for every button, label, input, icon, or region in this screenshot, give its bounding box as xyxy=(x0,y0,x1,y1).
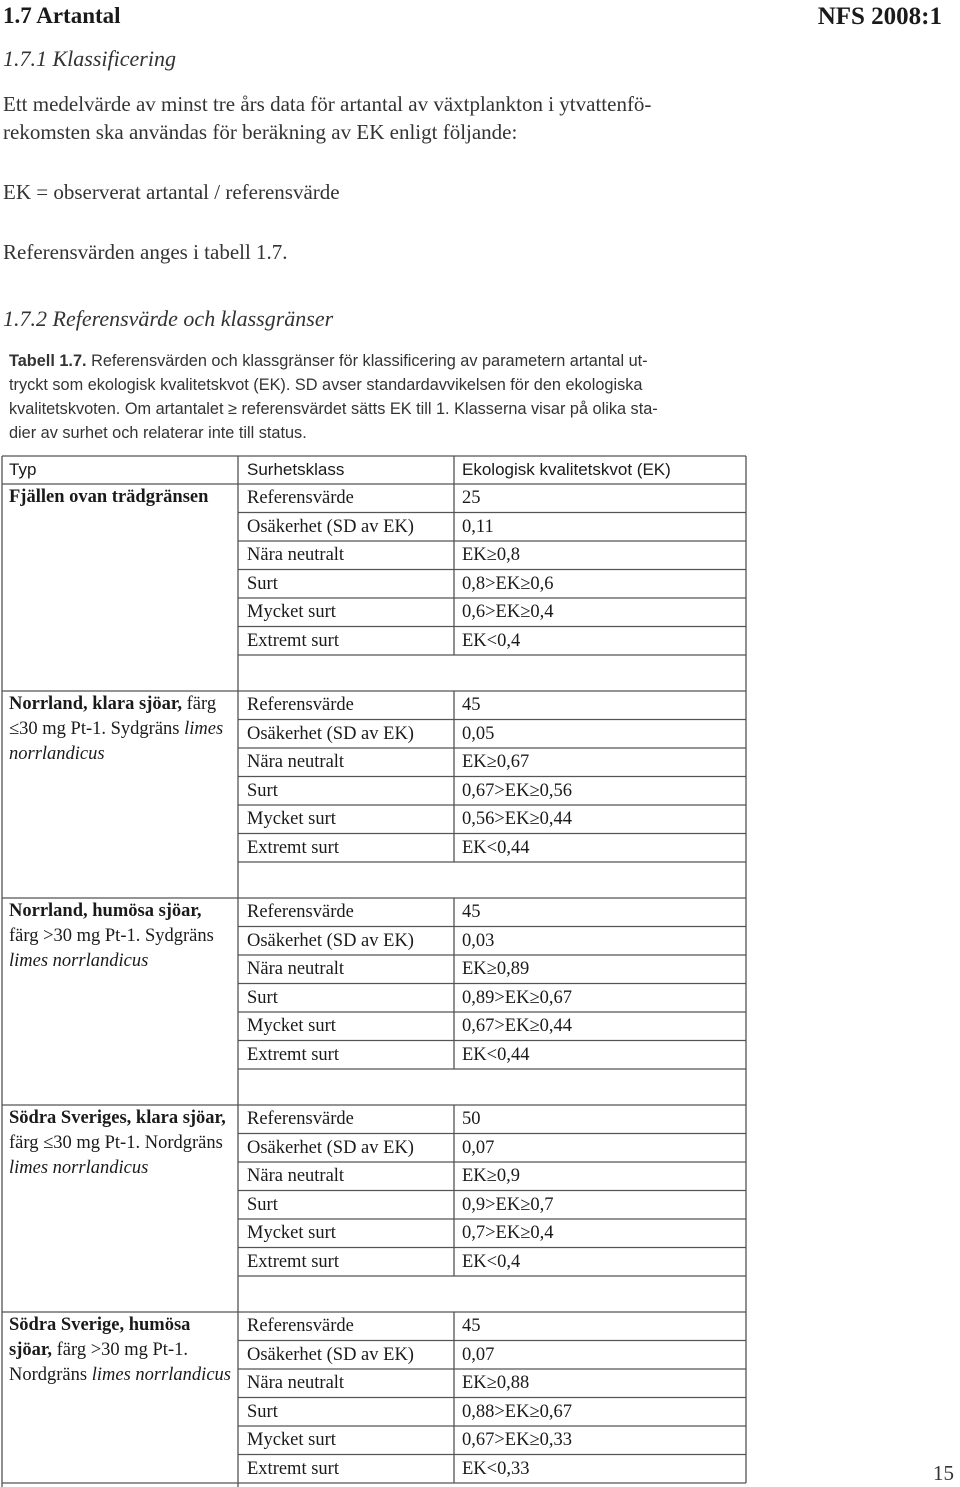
surhetsklass-cell: Surt xyxy=(247,987,278,1008)
surhetsklass-cell: Extremt surt xyxy=(247,837,339,858)
surhetsklass-cell: Osäkerhet (SD av EK) xyxy=(247,930,414,951)
surhetsklass-cell: Osäkerhet (SD av EK) xyxy=(247,723,414,744)
type-cell xyxy=(9,485,234,510)
ek-value-cell: 0,11 xyxy=(462,516,494,537)
ek-value-cell: 0,8>EK≥0,6 xyxy=(462,573,554,594)
surhetsklass-cell: Mycket surt xyxy=(247,602,336,622)
surhetsklass-cell: Osäkerhet (SD av EK) xyxy=(247,1344,414,1365)
header-cell-surhetsklass: Surhetsklass xyxy=(247,460,345,479)
type-cell xyxy=(9,899,234,974)
ek-value-cell: 0,03 xyxy=(462,930,495,951)
ek-value-cell: EK<0,4 xyxy=(462,630,521,651)
type-name: Södra Sveriges, klara sjöar, xyxy=(9,1108,226,1128)
ek-value-cell: EK≥0,8 xyxy=(462,545,520,565)
running-header-section: 1.7 Artantal xyxy=(3,3,121,28)
table-caption-line: kvalitetskvoten. Om artantalet ≥ referensvärdet sätts EK till 1. Klasserna visar på olika sta- xyxy=(9,400,658,418)
running-header-doc-id: NFS 2008:1 xyxy=(817,3,942,30)
ek-value-cell: EK≥0,67 xyxy=(462,752,530,772)
type-cell xyxy=(9,1106,234,1181)
ek-value-cell: 0,05 xyxy=(462,723,495,744)
ek-formula: EK = observerat artantal / referensvärde xyxy=(3,180,340,204)
type-cell xyxy=(9,1313,234,1388)
surhetsklass-cell: Nära neutralt xyxy=(247,959,345,979)
surhetsklass-cell: Osäkerhet (SD av EK) xyxy=(247,1137,414,1158)
ek-value-cell: 45 xyxy=(462,1316,481,1336)
surhetsklass-cell: Extremt surt xyxy=(247,1044,339,1065)
ek-value-cell: 0,67>EK≥0,33 xyxy=(462,1430,572,1450)
ek-value-cell: EK≥0,89 xyxy=(462,959,530,979)
table-caption-text: Referensvärden och klassgränser för klassificering av parametern artantal ut- xyxy=(91,352,648,370)
type-limes: limes norrlandicus xyxy=(9,951,149,971)
type-limes: limes norrlandicus xyxy=(9,719,224,764)
type-colour-and-border: färg ≤30 mg Pt-1. Nordgräns xyxy=(9,1133,223,1153)
surhetsklass-cell: Surt xyxy=(247,1194,278,1215)
surhetsklass-cell: Extremt surt xyxy=(247,630,339,651)
surhetsklass-cell: Nära neutralt xyxy=(247,752,345,772)
ek-value-cell: 0,88>EK≥0,67 xyxy=(462,1401,572,1422)
surhetsklass-cell: Referensvärde xyxy=(247,1316,354,1336)
surhetsklass-cell: Referensvärde xyxy=(247,1109,354,1129)
type-name: Södra Sverige, humösa sjöar, xyxy=(9,1315,191,1360)
table-caption-label: Tabell 1.7. xyxy=(9,352,87,370)
table-caption-line: tryckt som ekologisk kvalitetskvot (EK). SD avser standardavvikelsen för den ekologiska xyxy=(9,376,643,394)
surhetsklass-cell: Extremt surt xyxy=(247,1458,339,1479)
page-number: 15 xyxy=(933,1461,954,1485)
body-paragraph-line: Ett medelvärde av minst tre års data för artantal av växtplankton i ytvattenfö- xyxy=(3,92,652,116)
ek-value-cell: 45 xyxy=(462,902,481,922)
ek-value-cell: 0,9>EK≥0,7 xyxy=(462,1194,554,1215)
ek-value-cell: 0,89>EK≥0,67 xyxy=(462,987,572,1008)
ek-value-cell: 25 xyxy=(462,488,481,508)
type-limes: limes norrlandicus xyxy=(91,1365,231,1385)
type-colour-and-border: färg >30 mg Pt-1. Nordgräns xyxy=(9,1340,188,1385)
surhetsklass-cell: Mycket surt xyxy=(247,1223,336,1243)
type-name: Norrland, humösa sjöar, xyxy=(9,901,202,921)
ek-value-cell: 50 xyxy=(462,1109,481,1129)
surhetsklass-cell: Nära neutralt xyxy=(247,545,345,565)
ek-value-cell: 0,56>EK≥0,44 xyxy=(462,809,572,829)
type-limes: limes norrlandicus xyxy=(9,1158,149,1178)
header-cell-typ: Typ xyxy=(9,460,37,479)
type-colour-and-border: färg >30 mg Pt-1. Sydgräns xyxy=(9,926,214,946)
table-caption-line: dier av surhet och relaterar inte till status. xyxy=(9,424,307,442)
type-name: Norrland, klara sjöar, xyxy=(9,694,183,714)
surhetsklass-cell: Extremt surt xyxy=(247,1251,339,1272)
type-colour-and-border: färg ≤30 mg Pt-1. Sydgräns xyxy=(9,694,217,739)
surhetsklass-cell: Surt xyxy=(247,780,278,801)
section-heading-1-7-2: 1.7.2 Referensvärde och klassgränser xyxy=(3,306,334,331)
body-paragraph-line: rekomsten ska användas för beräkning av EK enligt följande: xyxy=(3,120,518,144)
ek-value-cell: 0,7>EK≥0,4 xyxy=(462,1223,554,1243)
ek-value-cell: 0,67>EK≥0,56 xyxy=(462,780,572,801)
surhetsklass-cell: Surt xyxy=(247,573,278,594)
ek-value-cell: EK<0,4 xyxy=(462,1251,521,1272)
ek-value-cell: EK≥0,88 xyxy=(462,1373,530,1393)
ek-value-cell: 0,07 xyxy=(462,1344,495,1365)
ek-value-cell: 0,67>EK≥0,44 xyxy=(462,1016,572,1036)
surhetsklass-cell: Osäkerhet (SD av EK) xyxy=(247,516,414,537)
surhetsklass-cell: Mycket surt xyxy=(247,1430,336,1450)
surhetsklass-cell: Nära neutralt xyxy=(247,1373,345,1393)
table-caption-line xyxy=(9,349,648,373)
surhetsklass-cell: Surt xyxy=(247,1401,278,1422)
type-name: Fjällen ovan trädgränsen xyxy=(9,487,209,507)
surhetsklass-cell: Referensvärde xyxy=(247,695,354,715)
surhetsklass-cell: Mycket surt xyxy=(247,809,336,829)
ek-value-cell: 0,6>EK≥0,4 xyxy=(462,602,554,622)
section-heading-1-7-1: 1.7.1 Klassificering xyxy=(3,46,176,71)
ek-value-cell: EK≥0,9 xyxy=(462,1166,520,1186)
surhetsklass-cell: Referensvärde xyxy=(247,488,354,508)
ek-value-cell: EK<0,44 xyxy=(462,1044,530,1065)
reference-note: Referensvärden anges i tabell 1.7. xyxy=(3,240,288,264)
type-cell xyxy=(9,692,234,767)
ek-value-cell: EK<0,44 xyxy=(462,837,530,858)
surhetsklass-cell: Nära neutralt xyxy=(247,1166,345,1186)
ek-value-cell: EK<0,33 xyxy=(462,1458,530,1479)
ek-value-cell: 45 xyxy=(462,695,481,715)
surhetsklass-cell: Referensvärde xyxy=(247,902,354,922)
surhetsklass-cell: Mycket surt xyxy=(247,1016,336,1036)
header-cell-ek: Ekologisk kvalitetskvot (EK) xyxy=(462,460,671,479)
ek-value-cell: 0,07 xyxy=(462,1137,495,1158)
